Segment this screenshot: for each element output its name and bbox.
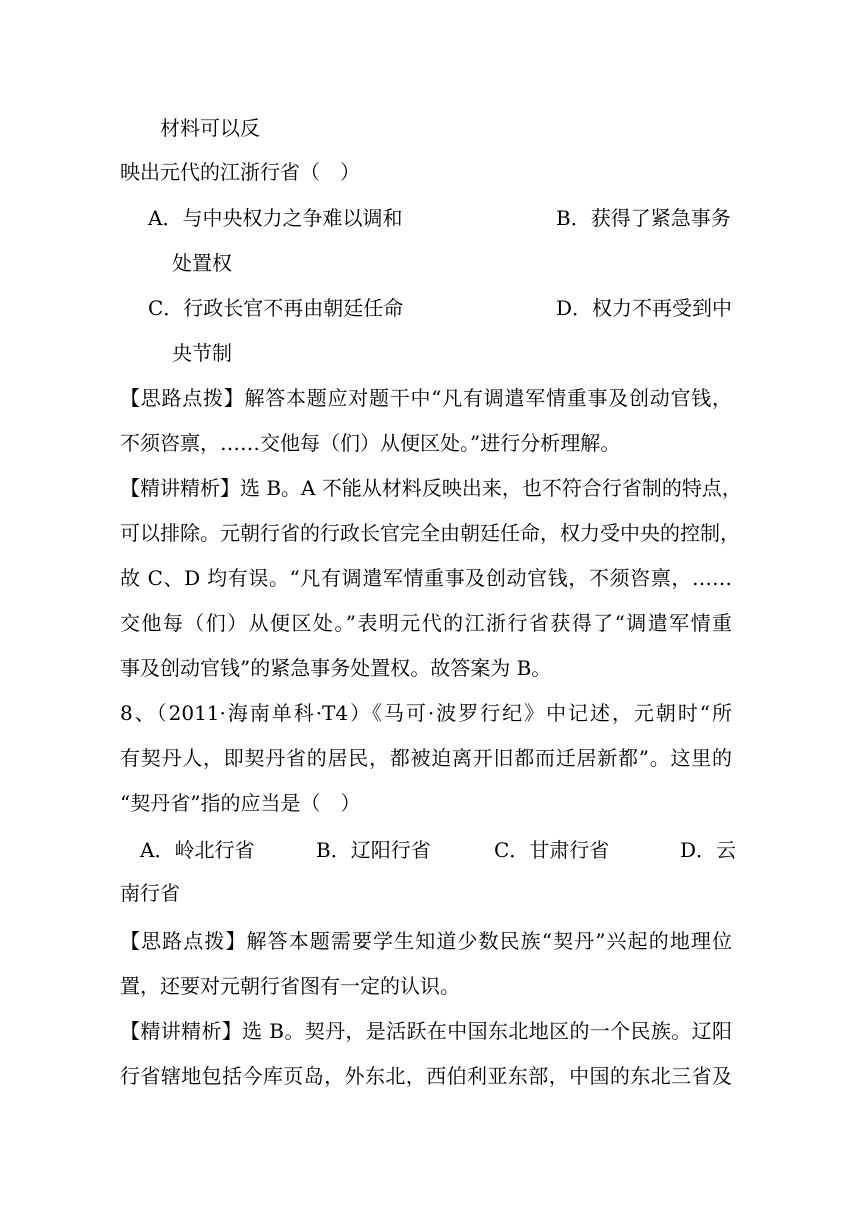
q8-stem-line3: “契丹省”指的应当是（ ）	[120, 791, 361, 815]
q7-hint-line2: 不须咨禀，……交他每（们）从便区处。”进行分析理解。	[120, 431, 621, 455]
q8-stem-line1: 8、（2011·海南单科·T4）《马可·波罗行纪》中记述，元朝时“所	[120, 701, 732, 725]
q7-option-a: A．与中央权力之争难以调和	[148, 206, 403, 230]
q8-hint-line1: 【思路点拨】解答本题需要学生知道少数民族“契丹”兴起的地理位	[120, 929, 732, 953]
q7-option-d: D．权力不再受到中	[556, 296, 733, 320]
q7-hint-line1: 【思路点拨】解答本题应对题干中“凡有调遣军情重事及创动官钱，	[120, 386, 732, 410]
q7-option-d-continued: 央节制	[172, 341, 232, 365]
q7-intro-line2: 映出元代的江浙行省（ ）	[120, 160, 360, 184]
q7-analysis-line5: 事及创动官钱”的紧急事务处置权。故答案为 B。	[120, 656, 552, 680]
q8-analysis-line2: 行省辖地包括今库页岛，外东北，西伯利亚东部，中国的东北三省及	[120, 1064, 732, 1088]
q8-hint-line2: 置，还要对元朝行省图有一定的认识。	[120, 974, 460, 998]
q7-intro-line1: 材料可以反	[160, 116, 260, 140]
q7-analysis-line3: 故 C、D 均有误。“凡有调遣军情重事及创动官钱，不须咨禀，……	[120, 566, 732, 590]
q7-analysis-line2: 可以排除。元朝行省的行政长官完全由朝廷任命，权力受中央的控制，	[120, 521, 740, 545]
q7-option-c: C．行政长官不再由朝廷任命	[148, 296, 404, 320]
q8-option-c: C．甘肃行省	[494, 838, 610, 862]
q8-option-b: B．辽阳行省	[316, 838, 431, 862]
q8-analysis-line1: 【精讲精析】选 B。契丹，是活跃在中国东北地区的一个民族。辽阳	[120, 1019, 732, 1043]
q8-option-d-continued: 南行省	[120, 881, 180, 905]
q8-stem-line2: 有契丹人，即契丹省的居民，都被迫离开旧都而迁居新都”。这里的	[120, 746, 732, 770]
q8-option-a: A．岭北行省	[140, 838, 255, 862]
q7-option-b-continued: 处置权	[172, 251, 232, 275]
q7-analysis-line1: 【精讲精析】选 B。A 不能从材料反映出来，也不符合行省制的特点，	[120, 476, 742, 500]
q7-analysis-line4: 交他每（们）从便区处。”表明元代的江浙行省获得了“调遣军情重	[120, 611, 732, 635]
q7-option-b: B．获得了紧急事务	[556, 206, 731, 230]
q8-option-d: D．云	[680, 838, 737, 862]
